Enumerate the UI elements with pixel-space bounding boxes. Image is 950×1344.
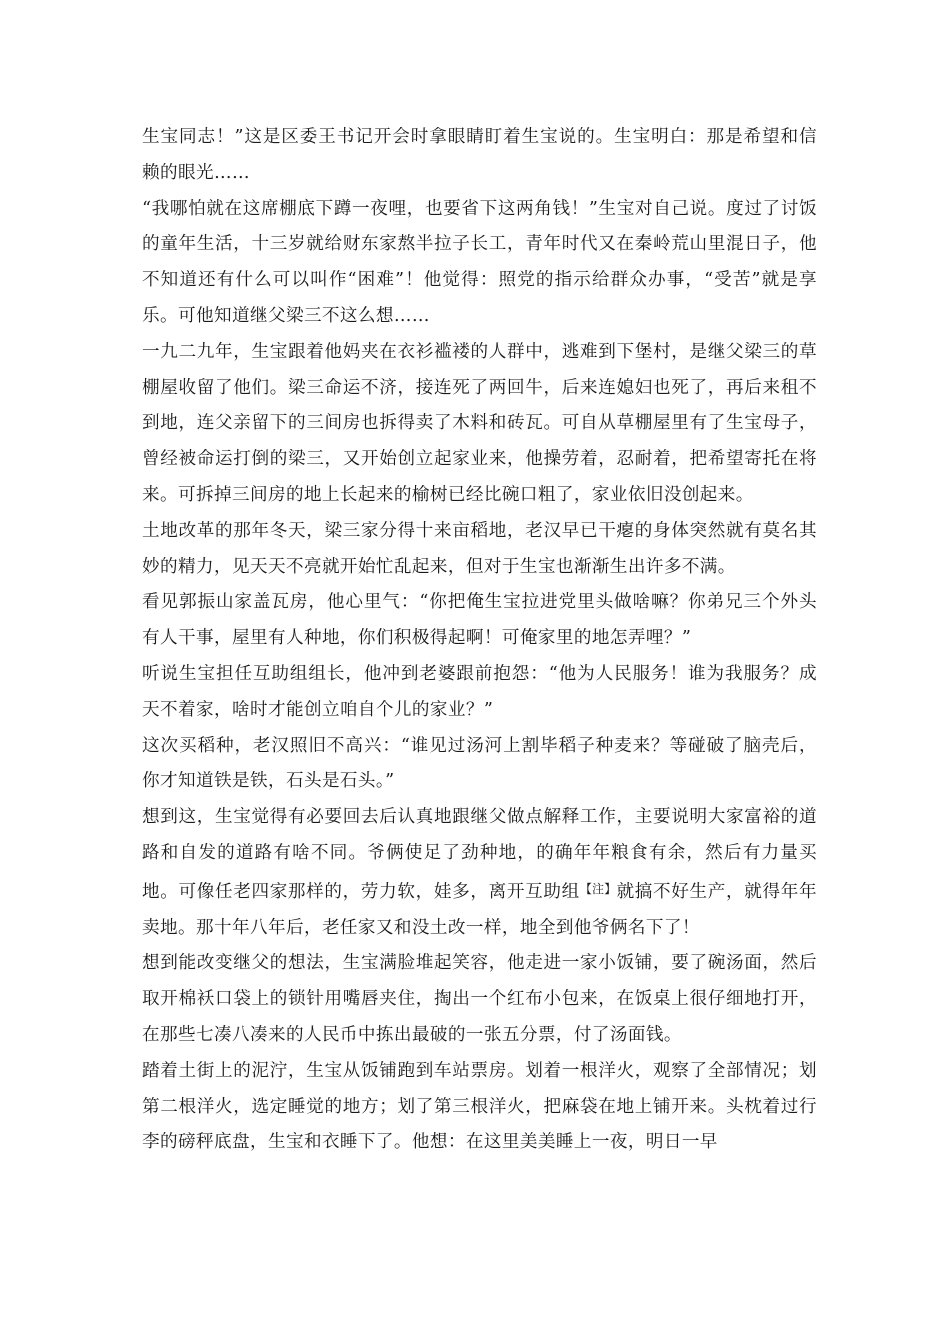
paragraph: 土地改革的那年冬天，梁三家分得十来亩稻地，老汉早已干瘪的身体突然就有莫名其妙的精力，见天天不亮就开始忙乱起来，但对于生宝也渐渐生出许多不满。 (142, 520, 817, 577)
paragraph-text: 就搞不好生产，就得年年卖地。那十年八年后，老任家又和没土改一样，地全到他爷俩名下了！ (142, 881, 817, 938)
paragraph: 一九二九年，生宝跟着他妈夹在衣衫褴褛的人群中，逃难到下堡村，是继父梁三的草棚屋收留了他们。梁三命运不济，接连死了两回牛，后来连媳妇也死了，再后来租不到地，连父亲留下的三间房也拆得卖了木料和砖瓦。可自从草棚屋里有了生宝母子，曾经被命运打倒的梁三，又开始创立起家业来，他操劳着，忍耐着，把希望寄托在将来。可拆掉三间房的地上长起来的榆树已经比碗口粗了，家业依旧没创起来。 (142, 341, 817, 505)
paragraph: 听说生宝担任互助组组长，他冲到老婆跟前抱怨：“他为人民服务！谁为我服务？成天不着家，啥时才能创立咱自个儿的家业？” (142, 663, 817, 720)
paragraph: 想到能改变继父的想法，生宝满脸堆起笑容，他走进一家小饭铺，要了碗汤面，然后取开棉袄口袋上的锁针用嘴唇夹住，掏出一个红布小包来，在饭桌上很仔细地打开，在那些七凑八凑来的人民币中拣出最破的一张五分票，付了汤面钱。 (142, 953, 817, 1045)
paragraph: “我哪怕就在这席棚底下蹲一夜哩，也要省下这两角钱！”生宝对自己说。度过了讨饭的童年生活，十三岁就给财东家熬半拉子长工，青年时代又在秦岭荒山里混日子，他不知道还有什么可以叫作“困难”！他觉得：照党的指示给群众办事，“受苦”就是享乐。可他知道继父梁三不这么想…… (142, 198, 817, 326)
paragraph-with-note (142, 800, 817, 946)
paragraph: 生宝同志！”这是区委王书记开会时拿眼睛盯着生宝说的。生宝明白：那是希望和信赖的眼光…… (142, 127, 817, 183)
paragraph: 踏着土街上的泥泞，生宝从饭铺跑到车站票房。划着一根洋火，观察了全部情况；划第二根洋火，选定睡觉的地方；划了第三根洋火，把麻袋在地上铺开来。头枕着过行李的磅秤底盘，生宝和衣睡下了。他想：在这里美美睡上一夜，明日一早 (142, 1060, 817, 1153)
footnote-marker: 【注】 (579, 881, 617, 896)
paragraph: 看见郭振山家盖瓦房，他心里气：“你把俺生宝拉进党里头做啥嘛？你弟兄三个外头有人干事，屋里有人种地，你们积极得起啊！可俺家里的地怎弄哩？” (142, 592, 817, 649)
paragraph-text: 想到这，生宝觉得有必要回去后认真地跟继父做点解释工作，主要说明大家富裕的道路和自发的道路有啥不同。爷俩使足了劲种地，的确年年粮食有余，然后有力量买地。可像任老四家那样的，劳力软，娃多，离开互助组 (142, 807, 817, 902)
article-body (142, 120, 817, 1161)
paragraph: 这次买稻种，老汉照旧不高兴：“谁见过汤河上割毕稻子种麦来？等碰破了脑壳后，你才知道铁是铁，石头是石头。” (142, 735, 817, 792)
